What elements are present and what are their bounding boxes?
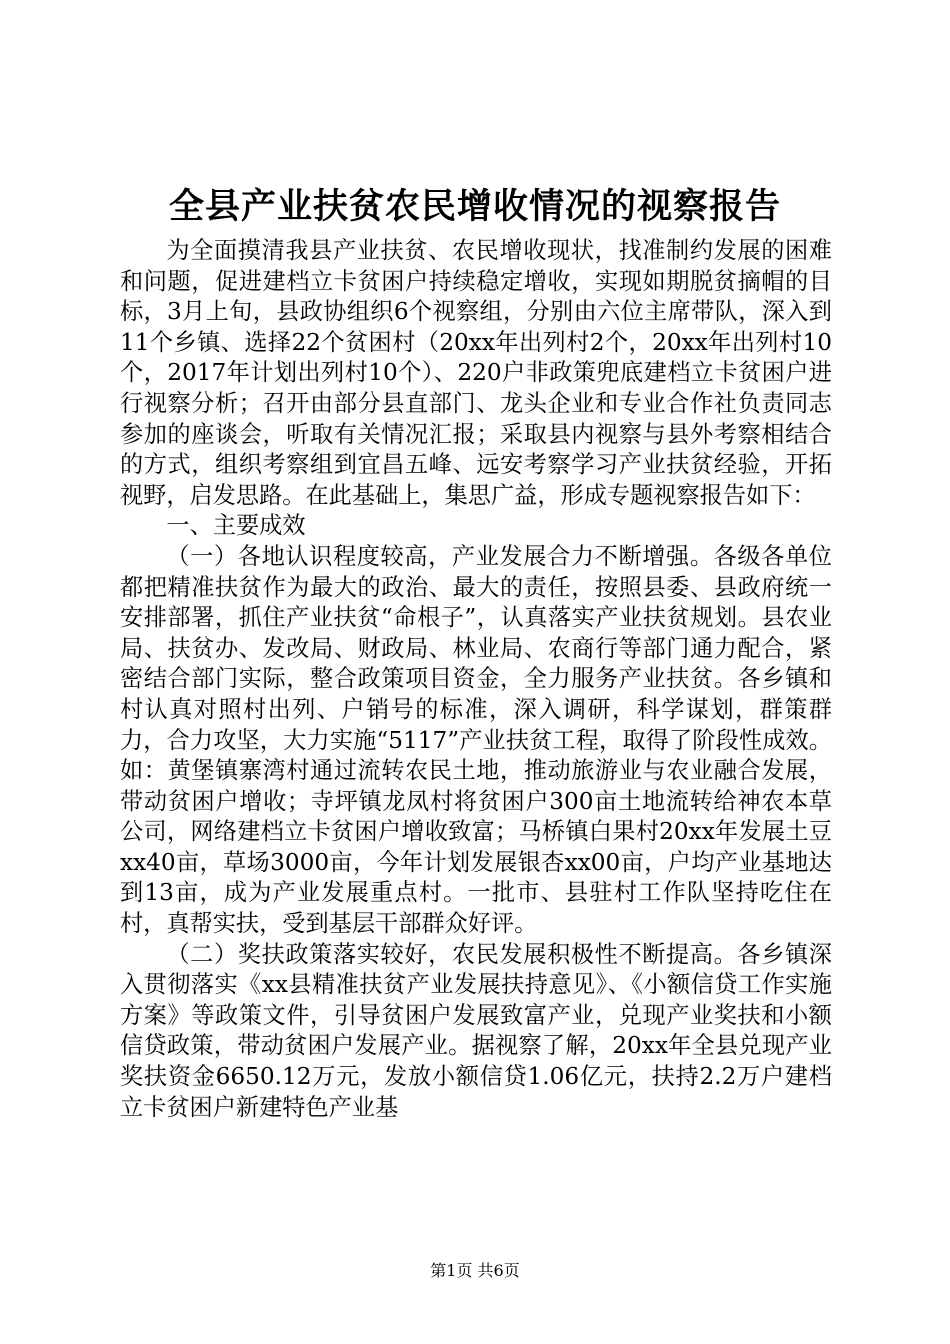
page-number-footer: 第1页 共6页 xyxy=(430,1261,520,1280)
paragraph-section-2: （二）奖扶政策落实较好，农民发展积极性不断提高。各乡镇深入贯彻落实《xx县精准扶贫产业发展扶持意见》、《小额信贷工作实施方案》等政策文件，引导贫困户发展致富产业，兑现产业奖扶和小额信贷政策，带动贫困户发展产业。据视察了解，20xx年全县兑现产业奖扶资金6650.12万元，发放小额信贷1.06亿元，扶持2.2万户建档立卡贫困户新建特色产业基 xyxy=(120,940,832,1121)
document-title: 全县产业扶贫农民增收情况的视察报告 xyxy=(168,186,781,227)
paragraph-section-1: （一）各地认识程度较高，产业发展合力不断增强。各级各单位都把精准扶贫作为最大的政治、最大的责任，按照县委、县政府统一安排部署，抓住产业扶贫“命根子”，认真落实产业扶贫规划。县农业局、扶贫办、发改局、财政局、林业局、农商行等部门通力配合，紧密结合部门实际，整合政策项目资金，全力服务产业扶贫。各乡镇和村认真对照村出列、户销号的标准，深入调研，科学谋划，群策群力，合力攻坚，大力实施“5117”产业扶贫工程，取得了阶段性成效。如：黄堡镇寨湾村通过流转农民土地，推动旅游业与农业融合发展，带动贫困户增收；寺坪镇龙凤村将贫困户300亩土地流转给神农本草公司，网络建档立卡贫困户增收致富；马桥镇白果村20xx年发展土豆xx40亩，草场3000亩，今年计划发展银杏xx00亩，户均产业基地达到13亩，成为产业发展重点村。一批市、县驻村工作队坚持吃住在村，真帮实扶，受到基层干部群众好评。 xyxy=(120,542,832,938)
paragraph-intro: 为全面摸清我县产业扶贫、农民增收现状，找准制约发展的困难和问题，促进建档立卡贫困户持续稳定增收，实现如期脱贫摘帽的目标，3月上旬，县政协组织6个视察组，分别由六位主席带队，深入到11个乡镇、选择22个贫困村（20xx年出列村2个，20xx年出列村10个，2017年计划出列村10个）、220户非政策兜底建档立卡贫困户进行视察分析；召开由部分县直部门、龙头企业和专业合作社负责同志参加的座谈会，听取有关情况汇报；采取县内视察与县外考察相结合的方式，组织考察组到宜昌五峰、远安考察学习产业扶贫经验，开拓视野，启发思路。在此基础上，集思广益，形成专题视察报告如下： xyxy=(120,237,832,509)
section-heading-main-results: 一、主要成效 xyxy=(166,512,306,540)
document-body xyxy=(120,236,832,1123)
